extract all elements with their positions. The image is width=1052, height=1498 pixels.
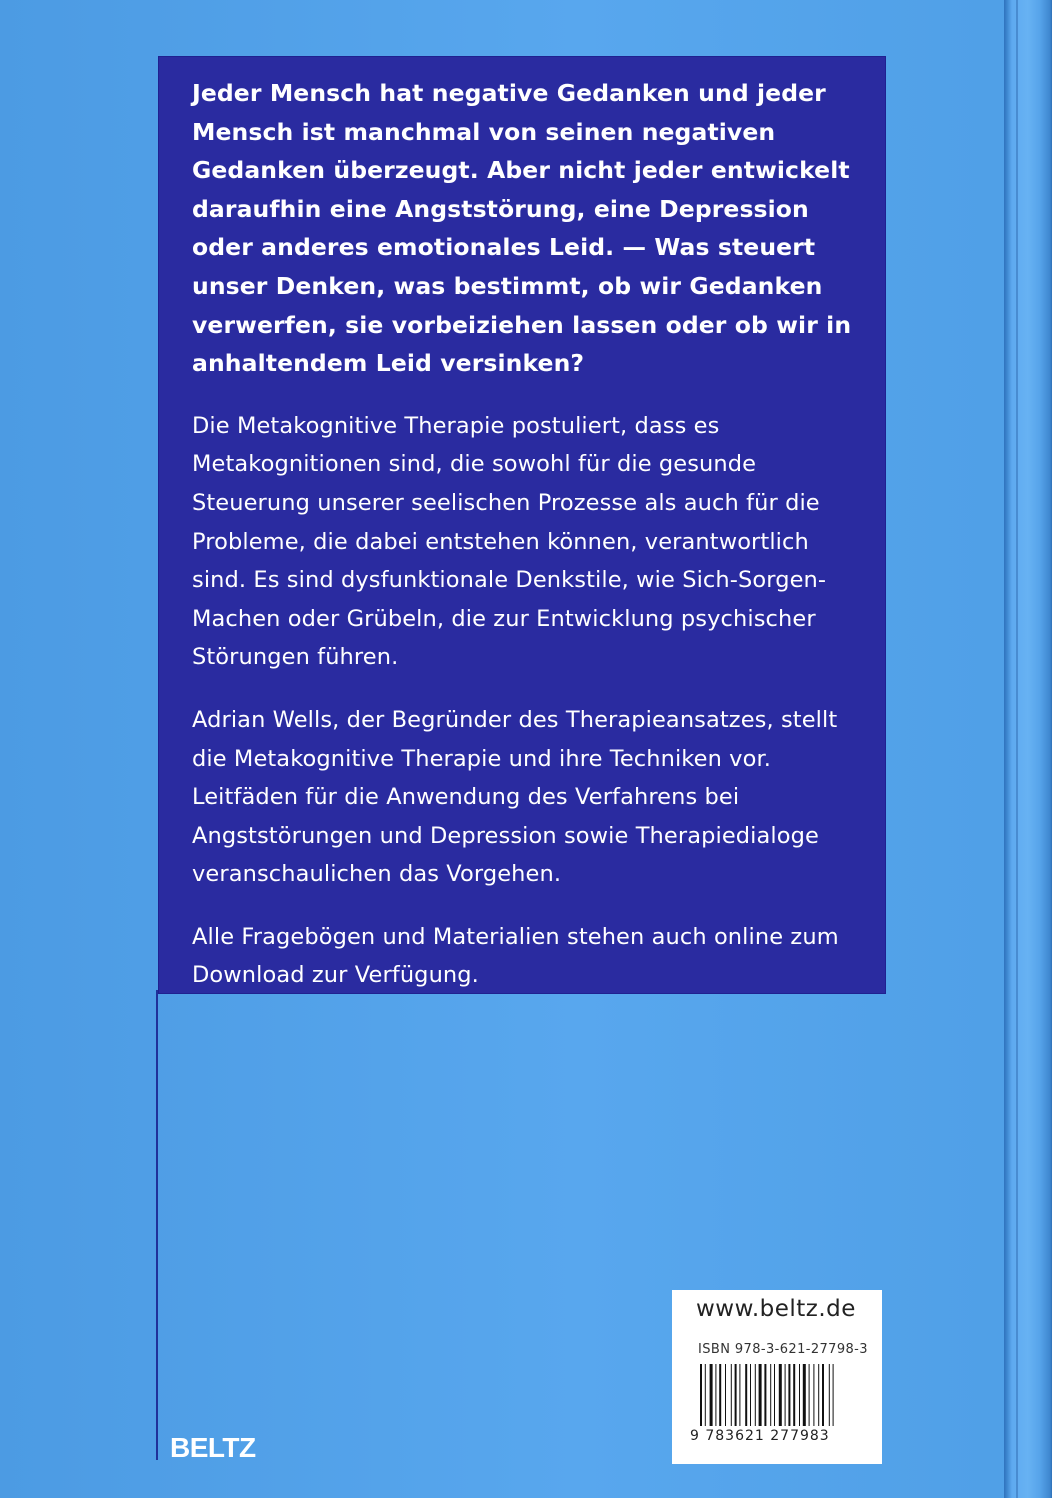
- blurb-paragraph-3: Alle Fragebögen und Materialien stehen auch online zum Download zur Verfügung.: [192, 923, 839, 989]
- barcode-bars: [700, 1364, 860, 1426]
- spine-edge: [1004, 0, 1052, 1498]
- blurb-panel: [158, 56, 886, 994]
- isbn-text: ISBN 978-3-621-27798-3: [698, 1342, 868, 1357]
- blurb-lead-paragraph: Jeder Mensch hat negative Gedanken und jeder Mensch ist manchmal von seinen negativen Gedanken überzeugt. Aber nicht jeder entwickelt daraufhin eine Angststörung, eine Depression oder anderes emotionales Leid. — Was steuert unser Denken, was bestimmt, ob wir Gedanken verwerfen, sie vorbeiziehen lassen oder ob wir in anhaltendem Leid versinken?: [192, 79, 852, 378]
- spine-fold-line: [1016, 0, 1018, 1498]
- barcode-digits: 9 783621 277983: [690, 1428, 830, 1444]
- left-rule-line: [156, 990, 158, 1460]
- blurb-text: [192, 74, 868, 1019]
- beltz-logo: BELTZ: [170, 1432, 256, 1463]
- barcode-label: [672, 1290, 882, 1464]
- blurb-paragraph-2: Adrian Wells, der Begründer des Therapieansatzes, stellt die Metakognitive Therapie und ihre Techniken vor. Leitfäden für die Anwendung des Verfahrens bei Angststörungen und Depression sowie Therapiedialoge veranschaulichen das Vorgehen.: [192, 706, 838, 888]
- publisher-url: www.beltz.de: [696, 1296, 856, 1322]
- blurb-paragraph-1: Die Metakognitive Therapie postuliert, dass es Metakognitionen sind, die sowohl für die gesunde Steuerung unserer seelischen Prozesse als auch für die Probleme, die dabei entstehen können, verantwortlich sind. Es sind dysfunktionale Denkstile, wie Sich-Sorgen-Machen oder Grübeln, die zur Entwicklung psychischer Störungen führen.: [192, 412, 827, 671]
